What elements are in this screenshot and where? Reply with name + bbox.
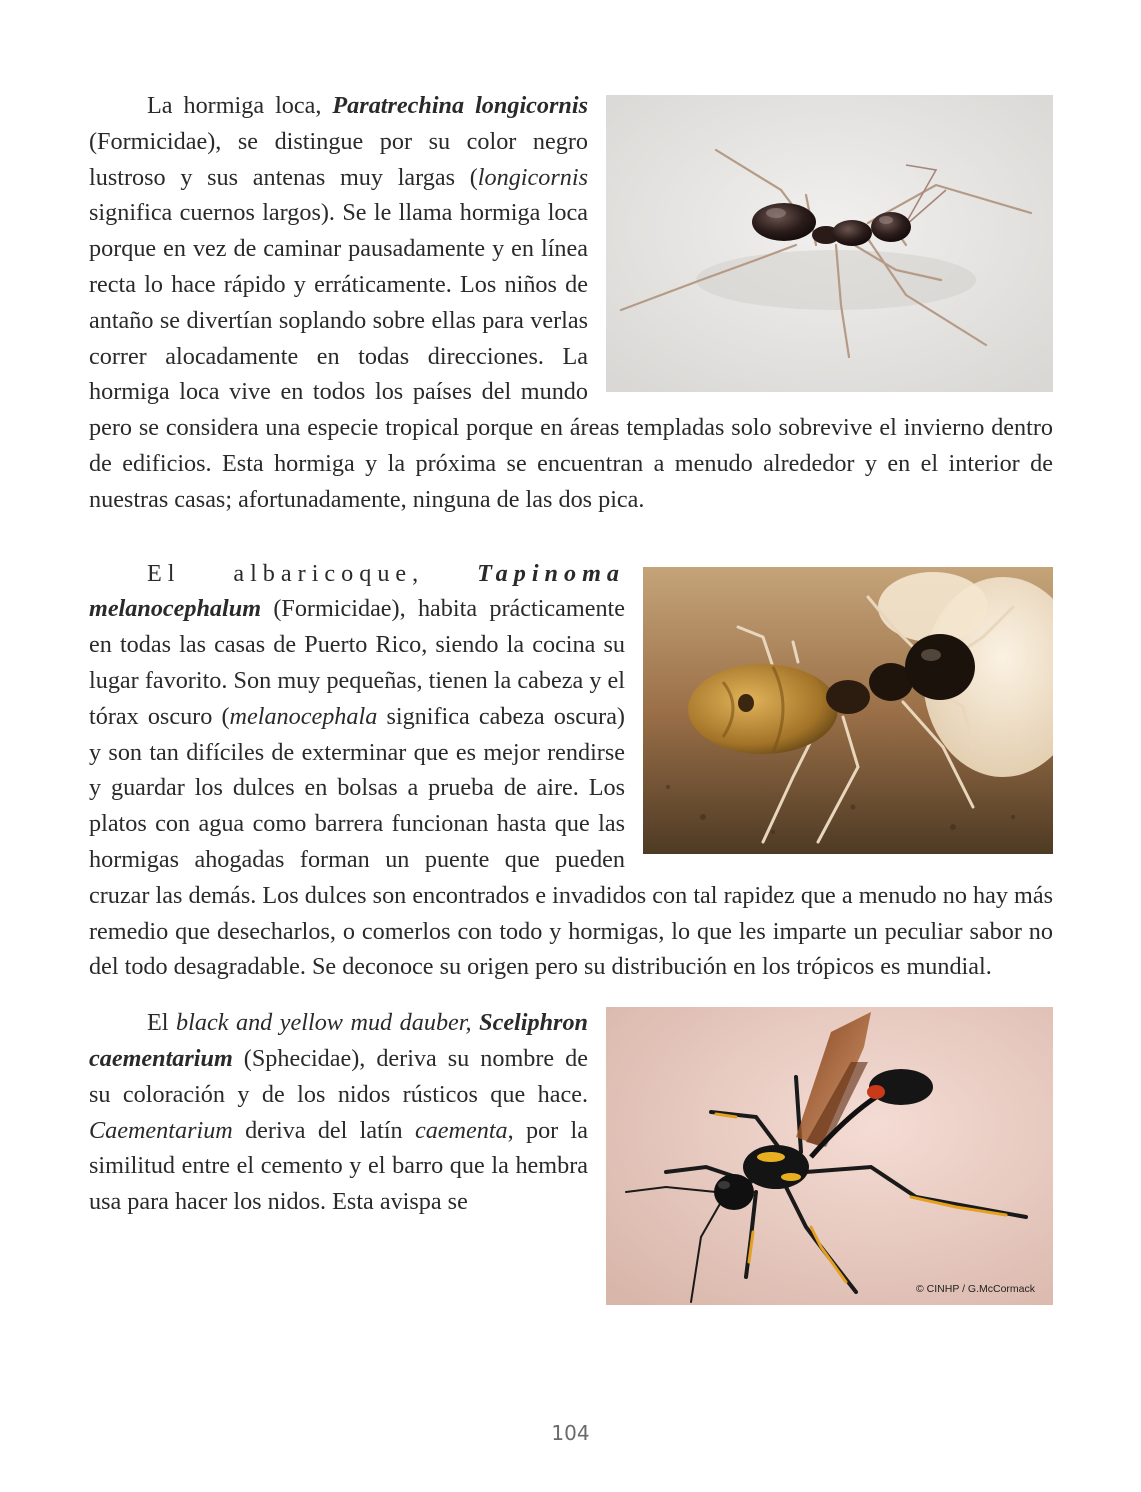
page-content [89,88,1053,1309]
text-body: significa cabeza oscura) y son tan difíciles de exterminar que es mejor rendirse y guardar los dulces en bolsas a prueba de aire. Los platos con agua como barrera funcionan hasta que las hormigas ahogadas forman un puente que pueden cruzar las demás. Los dulces son encontrados e invadidos con tal rapidez que a menudo no hay más remedio que desecharlos, o comerlos con todo y hormigas, lo que les imparte un peculiar sabor no del todo desagradable. Se deconoce su origen pero su distribución en los trópicos es mundial. [89,702,1053,981]
text-intro: La hormiga loca, [147,92,333,119]
species-name-tapinoma: Tapinoma [477,559,625,587]
text-intro: El [147,1009,177,1037]
common-name-mud-dauber: black and yellow mud dauber, [176,1009,472,1037]
term-caementa: caementa [414,1116,508,1144]
photo-crazy-ant [606,95,1053,392]
section-albaricoque [89,556,1053,986]
species-name-paratrechina: Paratrechina longicornis [332,92,588,119]
ghost-ant-illustration [643,567,1053,854]
term-melanocephala: melanocephala [229,702,378,730]
text-mid: deriva del latín [232,1116,415,1144]
text-body: significa cuernos largos). Se le llama hormiga loca porque en vez de caminar pausadamente y en línea recta lo hace rápido y erráticamente. Los niños de antaño se divertían soplando sobre ellas para verlas correr alocadamente en todas direcciones. La hormiga loca vive en todos los países del mundo pero se considera una especie tropical porque en áreas templadas solo sobrevive el invierno dentro de edificios. Esta hormiga y la próxima se encuentran a menudo alrededor y en el interior de nuestras casas; afortunadamente, ninguna de las dos pica. [89,199,1053,513]
page-number: 104 [551,1421,590,1445]
species-name-melanocephalum: melanocephalum [89,595,262,623]
crazy-ant-illustration [606,95,1053,392]
text-family: (Sphecidae), deriva su nombre de su coloración y de los nidos rústicos que hace. [89,1044,588,1108]
text-family: (Formicidae), habita prácticamente en todas las casas de Puerto Rico, siendo la cocina su lugar favorito. Son muy pequeñas, tienen la cabeza y el tórax oscuro ( [89,595,625,730]
section-hormiga-loca [89,88,1053,518]
photo-credit: © CINHP / G.McCormack [916,1283,1035,1296]
term-longicornis: longicornis [477,163,588,191]
photo-mud-dauber [606,1007,1053,1305]
photo-ghost-ant [643,567,1053,854]
text-body: , por la similitud entre el cemento y el barro que la hembra usa para hacer los nidos. Esta avispa se [89,1116,588,1216]
text-family: (Formicidae), se distingue por su color negro lustroso y sus antenas muy largas ( [89,127,588,191]
mud-dauber-illustration [606,1007,1053,1305]
term-caementarium: Caementarium [89,1116,233,1144]
section-mud-dauber [89,1005,1053,1296]
text-intro: El albaricoque, [147,559,478,587]
species-name-sceliphron: Sceliphron caementarium [89,1009,588,1072]
